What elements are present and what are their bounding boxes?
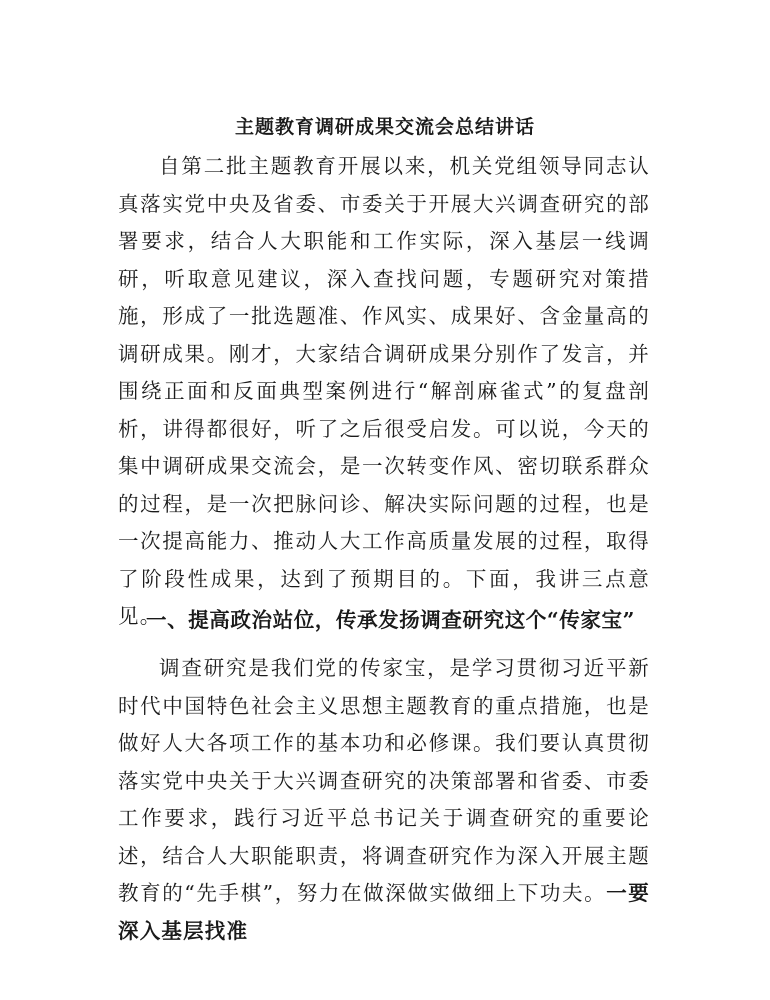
section-heading-1: 一、提高政治站位，传承发扬调查研究这个“传家宝” (146, 608, 635, 632)
body-paragraph-1: 自第二批主题教育开展以来，机关党组领导同志认真落实党中央及省委、市委关于开展大兴调查研究的部署要求，结合人大职能和工作实际，深入基层一线调研，听取意见建议，深入查找问题，专题研究对策措施，形成了一批选题准、作风实、成果好、含金量高的调研成果。刚才，大家结合调研成果分别作了发言，并围绕正面和反面典型案例进行“解剖麻雀式”的复盘剖析，讲得都很好，听了之后很受启发。可以说，今天的集中调研成果交流会，是一次转变作风、密切联系群众的过程，是一次把脉问诊、解决实际问题的过程，也是一次提高能力、推动人大工作高质量发展的过程，取得了阶段性成果，达到了预期目的。下面，我讲三点意见。 (118, 154, 650, 628)
paragraph-2-text: 调查研究是我们党的传家宝，是学习贯彻习近平新时代中国特色社会主义思想主题教育的重点措施，也是做好人大各项工作的基本功和必修课。我们要认真贯彻落实党中央关于大兴调查研究的决策部署和省委、市委工作要求，践行习近平总书记关于调查研究的重要论述，结合人大职能职责，将调查研究作为深入开展主题教育的“先手棋”，努力在做深做实做细上下功夫。 (118, 656, 650, 905)
document-title: 主题教育调研成果交流会总结讲话 (234, 116, 535, 138)
paragraph-2-bold-lead: 一要深入基层找准 (118, 881, 651, 943)
body-paragraph-2 (118, 650, 650, 950)
